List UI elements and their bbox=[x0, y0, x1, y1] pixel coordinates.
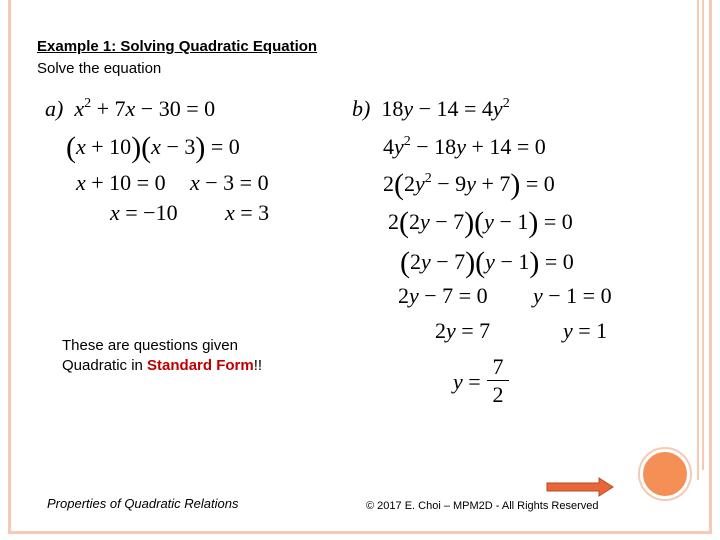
part-b-solution-1-fraction bbox=[487, 356, 509, 406]
note-suffix: !! bbox=[253, 357, 263, 374]
part-b-factored: (2y − 7)(y − 1) = 0 bbox=[400, 246, 574, 279]
part-b-solution-2: y = 1 bbox=[563, 318, 608, 343]
part-b-factored-with-2: 2(2y − 7)(y − 1) = 0 bbox=[388, 206, 573, 239]
part-a-equation: a) $x^2 + 7x - 30 = 0$ bbox=[45, 96, 216, 121]
slide-title: Example 1: Solving Quadratic Equation bbox=[37, 38, 318, 55]
fraction-numerator: 7 bbox=[487, 356, 509, 381]
note-line-1: These are questions given bbox=[62, 337, 238, 354]
next-arrow-icon[interactable] bbox=[545, 476, 615, 498]
note-prefix: Quadratic in bbox=[62, 357, 148, 374]
fraction-denominator: 2 bbox=[492, 382, 504, 407]
note-highlight: Standard Form bbox=[147, 357, 254, 374]
frame-line bbox=[702, 0, 704, 470]
note-line-2 bbox=[62, 356, 262, 376]
part-b-equation: b) $18y - 14 = 4y^2$ bbox=[352, 96, 510, 121]
part-a-solution-1: x = −10 bbox=[110, 200, 178, 225]
part-a-factored: (x + 10)(x − 3) = 0 bbox=[66, 131, 240, 164]
part-b-solution-1-lhs: y = bbox=[453, 369, 481, 394]
part-a-solution-2: x = 3 bbox=[225, 200, 270, 225]
frame-line bbox=[697, 0, 699, 480]
footer-left: Properties of Quadratic Relations bbox=[47, 496, 239, 511]
part-b-zero-2: y − 1 = 0 bbox=[533, 283, 612, 308]
slide-subtitle: Solve the equation bbox=[37, 60, 162, 77]
part-b-zero-1: 2y − 7 = 0 bbox=[398, 283, 488, 308]
part-b-rearranged: $4y^2 - 18y + 14 = 0$ bbox=[383, 134, 546, 159]
footer-right: © 2017 E. Choi – MPM2D - All Rights Reserved bbox=[366, 500, 599, 512]
note-text bbox=[62, 336, 262, 376]
decorative-circle bbox=[640, 449, 690, 499]
part-b-common-factor: $2(2y^2 - 9y + 7) = 0$ bbox=[383, 168, 555, 201]
part-a-zero-2: x − 3 = 0 bbox=[190, 170, 269, 195]
part-b-step: 2y = 7 bbox=[435, 318, 491, 343]
slide-frame bbox=[8, 0, 712, 534]
part-a-zero-1: x + 10 = 0 bbox=[76, 170, 166, 195]
